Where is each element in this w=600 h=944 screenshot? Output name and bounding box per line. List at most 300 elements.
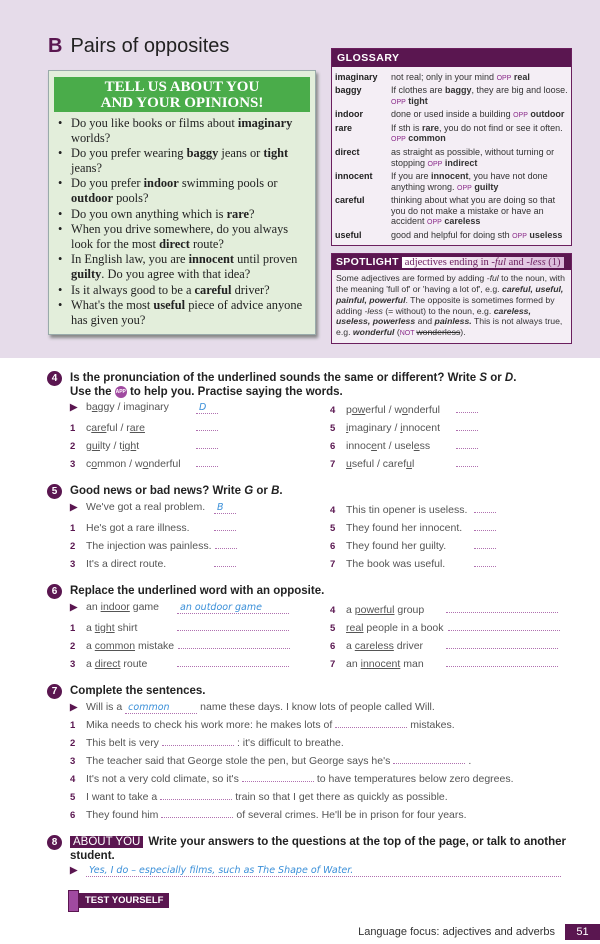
item-marker: 2 <box>70 640 76 652</box>
text-run: -ful <box>486 273 499 284</box>
answer-field[interactable] <box>162 733 234 746</box>
text-run: ). <box>460 327 466 338</box>
item-marker: ▶ <box>70 601 78 613</box>
text-run: B <box>271 484 280 497</box>
glossary-definition <box>391 147 568 170</box>
question-item <box>57 298 309 327</box>
item-text <box>346 439 456 453</box>
exercise-7 <box>47 684 577 823</box>
text-run: This is not always true, e.g. <box>336 316 563 338</box>
text-run: ss <box>419 439 431 452</box>
glossary-definition <box>391 72 568 84</box>
text-run: OPP <box>391 136 406 144</box>
text-run: real <box>511 71 530 82</box>
text-run: i <box>346 421 349 434</box>
glossary-entry <box>332 109 571 121</box>
text-run: erful / w <box>365 403 403 416</box>
item-marker: 2 <box>70 540 76 552</box>
text-run: a <box>346 603 355 616</box>
text-run: NOT <box>399 330 417 338</box>
text-run: ui <box>91 439 101 452</box>
app-icon[interactable]: APP <box>115 386 127 398</box>
text-run: imaginary <box>237 116 293 130</box>
answer-field[interactable] <box>196 436 218 449</box>
item-text <box>86 600 177 614</box>
text-run: as straight as possible, without turning or stopping <box>391 147 555 168</box>
answer-field[interactable] <box>448 618 560 631</box>
text-run: to the noun, with the meaning 'full of' or 'having a lot of', e.g. <box>336 273 565 294</box>
text-run: In English law, you are <box>71 252 189 267</box>
exercise-items <box>70 400 577 472</box>
exercise-item <box>330 536 577 554</box>
item-marker: ▶ <box>70 401 78 413</box>
text-run: i <box>400 421 403 434</box>
glossary-word: indoor <box>335 109 363 120</box>
item-marker: 4 <box>70 773 76 785</box>
answer-field[interactable] <box>446 654 558 667</box>
sentence-end: mistakes. <box>410 718 455 731</box>
text-run: and <box>506 256 527 268</box>
text-run: a <box>86 657 95 670</box>
top-left-column <box>48 34 316 335</box>
glossary-word: baggy <box>335 85 362 96</box>
item-marker: 1 <box>70 422 76 434</box>
answer-field[interactable] <box>177 618 289 631</box>
text-run: e <box>413 439 420 452</box>
sentence-start: I want to take a <box>86 790 158 803</box>
text-run: useless <box>526 229 563 240</box>
text-run: Good news or bad news? Write <box>70 484 245 497</box>
text-run: nderful <box>407 403 440 416</box>
item-marker: 1 <box>70 719 76 731</box>
text-run: tight <box>263 146 289 161</box>
text-run: S <box>479 371 488 384</box>
test-yourself-button[interactable]: TEST YOURSELF <box>68 890 600 912</box>
text-run: innocent <box>431 171 469 182</box>
text-run: This tin opener is useless. <box>346 503 468 516</box>
exercise-item <box>70 400 330 418</box>
exercise-item <box>70 636 330 654</box>
text-run: an <box>86 600 101 613</box>
text-run: careful, useful, painful, powerful <box>336 283 564 305</box>
item-marker: 7 <box>330 458 336 470</box>
exercise-item <box>70 733 577 751</box>
exercise-item <box>330 636 577 654</box>
exercise-item <box>70 654 330 672</box>
text-run: an <box>346 657 361 670</box>
answer-field[interactable] <box>160 787 232 800</box>
item-text <box>346 403 456 417</box>
text-run: It's a direct route. <box>86 557 167 570</box>
exercise-number: 8 <box>47 835 62 850</box>
glossary-word: rare <box>335 123 353 134</box>
text-run: They found her guilty. <box>346 539 447 552</box>
item-text <box>346 421 456 435</box>
answer-field[interactable]: D <box>196 401 218 414</box>
answer-field[interactable] <box>214 554 236 567</box>
answer-field[interactable] <box>456 454 478 467</box>
item-text <box>86 557 214 571</box>
answer-field[interactable] <box>456 436 478 449</box>
item-marker: 6 <box>330 640 336 652</box>
text-run: real <box>346 621 364 634</box>
spotlight-topic <box>402 257 564 268</box>
text-run: adjectives ending in <box>404 256 492 268</box>
text-run: common <box>405 133 446 144</box>
text-run: innocent <box>188 252 235 267</box>
text-run: a <box>86 621 95 634</box>
answer-field[interactable] <box>393 751 465 764</box>
text-run: or <box>253 484 272 497</box>
text-run: guilty <box>71 266 102 281</box>
exercise-item <box>330 600 577 618</box>
item-marker: 4 <box>330 504 336 516</box>
glossary-word: careful <box>335 195 365 206</box>
sentence-end: name these days. I know lots of people called Will. <box>200 700 435 713</box>
text-run: jeans? <box>71 160 102 175</box>
question-item <box>57 222 309 251</box>
answer-field[interactable] <box>474 518 496 531</box>
top-right-column <box>331 48 572 344</box>
item-marker: 5 <box>330 522 336 534</box>
exercise-number: 6 <box>47 584 62 599</box>
glossary-word: innocent <box>335 171 373 182</box>
sentence-start: Mika needs to check his work more: he makes lots of <box>86 718 333 731</box>
exercise-item <box>70 805 577 823</box>
glossary-entry <box>332 123 571 146</box>
text-run: outdoor <box>71 190 113 205</box>
item-text <box>346 503 474 517</box>
text-run: driver? <box>231 282 270 297</box>
glossary-box <box>331 48 572 246</box>
text-run: -less <box>364 305 383 316</box>
exercise-item <box>70 751 577 769</box>
answer-field[interactable] <box>446 600 558 613</box>
text-run: -less <box>526 256 546 268</box>
text-run: a <box>86 639 95 652</box>
text-run: tight <box>94 621 115 634</box>
text-run: route? <box>189 236 224 251</box>
text-run: The book was useful. <box>346 557 446 570</box>
answer-field[interactable] <box>335 715 407 728</box>
text-run: , you do not find or see it often. <box>439 123 563 134</box>
text-run: good and helpful for doing sth <box>391 229 513 240</box>
question-item <box>57 146 309 175</box>
text-run: or <box>487 371 505 384</box>
question-item <box>57 116 309 145</box>
answer-field[interactable] <box>214 518 236 531</box>
answer-field[interactable] <box>456 418 478 431</box>
item-text <box>346 639 446 653</box>
exercise-item <box>330 618 577 636</box>
answer-field[interactable]: an outdoor game <box>177 601 289 614</box>
exercise-6 <box>47 584 577 672</box>
item-text <box>346 603 446 617</box>
page-number: 51 <box>565 924 600 940</box>
answer-field[interactable]: B <box>214 501 236 514</box>
text-run: nt / usel <box>376 439 414 452</box>
item-marker: 7 <box>330 558 336 570</box>
exercise-number: 5 <box>47 484 62 499</box>
text-run: OPP <box>496 74 512 82</box>
sentence-start: Will is a <box>86 700 123 713</box>
question-item <box>57 283 309 298</box>
sentence-end: train so that I get there as quickly as possible. <box>235 790 448 803</box>
text-run: , you have not done anything wrong. <box>391 171 548 192</box>
question-item <box>57 176 309 205</box>
text-run: piece of advice anyone has given you? <box>71 298 303 327</box>
glossary-entry <box>332 72 571 84</box>
text-run: ? <box>249 206 255 221</box>
text-run: u <box>406 457 412 470</box>
text-run: -ful <box>491 256 506 268</box>
text-run: Do you prefer <box>71 176 144 191</box>
item-text <box>86 457 196 471</box>
text-run: What's the most <box>71 298 154 313</box>
sentence-end: : it's difficult to breathe. <box>236 736 344 749</box>
sentence-start: The teacher said that George stole the pen, but George says he's <box>86 754 391 767</box>
answer-field[interactable] <box>474 554 496 567</box>
glossary-entry <box>332 230 571 242</box>
answer-field[interactable] <box>446 636 558 649</box>
exercise-item <box>330 518 577 536</box>
glossary-definition <box>391 230 568 242</box>
footer: Language focus: adjectives and adverbs 51 <box>0 924 600 944</box>
text-run: swimming pools or <box>178 176 278 191</box>
item-text <box>86 500 214 514</box>
text-run: If sth is <box>391 123 423 134</box>
item-text <box>86 539 215 553</box>
text-run: agg <box>91 400 110 413</box>
text-run: thinking about what you are doing so that you do not make a mistake or have an accident <box>391 195 556 227</box>
text-run: and <box>415 316 435 327</box>
item-marker: ▶ <box>70 864 78 876</box>
text-run: careless, useless, powerless <box>336 305 531 327</box>
exercise-item <box>70 600 330 618</box>
text-run: OPP <box>512 232 527 240</box>
text-run: group <box>394 603 425 616</box>
text-run: OPP <box>427 219 442 227</box>
exercise-item <box>330 454 577 472</box>
text-run: o <box>402 403 408 416</box>
sentence-start: It's not a very cold climate, so it's <box>86 772 239 785</box>
glossary-entry <box>332 195 571 228</box>
text-run: indoor <box>143 176 179 191</box>
answer-field[interactable] <box>177 654 289 667</box>
text-run: D <box>504 371 514 384</box>
exercise-item <box>70 536 330 554</box>
text-run: ful / r <box>106 421 130 434</box>
text-run: shirt <box>114 621 138 634</box>
exercise-items <box>70 600 577 672</box>
text-run: innocent <box>360 657 401 670</box>
text-run: We've got a real problem. <box>86 500 206 513</box>
text-run: mistake <box>135 639 175 652</box>
text-run: direct <box>94 657 121 670</box>
sentence-end: to have temperatures below zero degrees. <box>316 772 514 785</box>
text-run: When you drive somewhere, do you always look for the most <box>71 222 289 251</box>
text-run: man <box>400 657 424 670</box>
exercise-heading <box>70 371 516 385</box>
text-run: indirect <box>442 157 478 168</box>
item-text <box>86 621 177 635</box>
item-marker: ▶ <box>70 501 78 513</box>
text-run: If you are <box>391 171 432 182</box>
text-run: ow <box>351 403 366 416</box>
text-run: Is the pronunciation of the underlined sounds the same or different? Write <box>70 371 480 384</box>
exercise-item <box>70 715 577 733</box>
text-run: common <box>94 639 136 652</box>
glossary-definition <box>391 109 568 121</box>
text-run: . <box>279 484 283 497</box>
text-run: jeans or <box>218 146 264 161</box>
section-title: B Pairs of opposites <box>48 35 230 57</box>
text-run: direct <box>159 236 190 251</box>
text-run: careful <box>194 282 232 297</box>
text-run: useful <box>153 298 186 313</box>
text-run: game <box>129 600 159 613</box>
item-marker: 4 <box>330 604 336 616</box>
text-run: Is it always good to be a <box>71 282 195 297</box>
item-marker: 3 <box>70 755 76 767</box>
exercise-item <box>70 769 577 787</box>
exercise-item <box>70 618 330 636</box>
text-run: OPP <box>457 184 472 192</box>
text-run: Some adjectives are formed by adding <box>336 273 487 284</box>
answer-field[interactable] <box>196 454 218 467</box>
glossary-definition <box>391 171 568 194</box>
text-run: G <box>244 484 254 497</box>
text-run: . Do you agree with that idea? <box>101 266 251 281</box>
item-text <box>86 657 177 671</box>
exercise-item <box>70 700 577 715</box>
item-marker: 7 <box>330 658 336 670</box>
item-marker: 3 <box>70 558 76 570</box>
item-marker: 2 <box>70 440 76 452</box>
text-run: c <box>86 457 92 470</box>
exercise-number: 7 <box>47 684 62 699</box>
text-run: OPP <box>427 160 443 168</box>
answer-field[interactable] <box>242 769 314 782</box>
text-run: g <box>86 439 92 452</box>
question-item <box>57 207 309 222</box>
text-run: mmon / w <box>97 457 143 470</box>
answer-field[interactable] <box>474 536 496 549</box>
tell-us-box <box>48 70 316 335</box>
exercise-5 <box>47 484 577 572</box>
item-marker: 6 <box>330 440 336 452</box>
glossary-entries <box>332 67 571 242</box>
text-run: The injection was painless. <box>86 539 212 552</box>
item-marker: 4 <box>330 404 336 416</box>
item-text <box>346 557 474 571</box>
item-marker: 5 <box>70 791 76 803</box>
text-run: done or used inside a building <box>391 109 514 120</box>
glossary-word: imaginary <box>335 71 378 82</box>
text-run: careless <box>441 216 481 227</box>
exercise-8 <box>47 835 577 878</box>
item-marker: 6 <box>330 540 336 552</box>
item-marker: 2 <box>70 737 76 749</box>
text-run: lty / t <box>100 439 123 452</box>
spotlight-body <box>332 270 571 343</box>
top-panel <box>0 0 600 358</box>
tell-us-heading: TELL US ABOUT YOU AND YOUR OPINIONS! <box>54 77 310 112</box>
answer-field[interactable] <box>474 500 496 513</box>
text-run: ( <box>394 327 400 338</box>
exercise-item <box>330 500 577 518</box>
exercise-item <box>330 436 577 454</box>
text-run: b <box>86 400 92 413</box>
text-run: indoor <box>100 600 130 613</box>
text-run: rare <box>422 123 440 134</box>
answer-field[interactable] <box>161 805 233 818</box>
text-run: o <box>142 457 149 470</box>
text-run: people in a book <box>363 621 444 634</box>
text-run: Do you own anything which is <box>71 206 227 221</box>
exercise-item <box>330 400 577 418</box>
text-run: until proven <box>234 252 298 267</box>
answer-field[interactable]: Yes, I do – especially films, such as The Shape of Water. <box>86 864 561 877</box>
text-run: OPP <box>513 112 528 120</box>
answer-field[interactable] <box>215 536 237 549</box>
exercise-item <box>70 787 577 805</box>
sentence-end: of several crimes. He'll be in prison for four years. <box>236 808 467 821</box>
glossary-entry <box>332 85 571 108</box>
exercise-item <box>70 436 330 454</box>
text-run: baggy <box>445 85 472 96</box>
text-run: worlds? <box>71 130 111 145</box>
item-text <box>346 521 474 535</box>
item-marker: ▶ <box>70 701 78 713</box>
item-text <box>86 639 178 653</box>
exercise-item <box>330 418 577 436</box>
answer-field[interactable] <box>196 418 218 431</box>
item-text <box>86 521 214 535</box>
text-run: t <box>136 439 140 452</box>
text-run: pools? <box>113 190 149 205</box>
glossary-heading: GLOSSARY <box>332 49 571 67</box>
text-run: , they are big and loose. <box>471 85 568 96</box>
exercise-item <box>70 518 330 536</box>
text-run: l <box>411 457 415 470</box>
text-run: Replace the underlined word with an opposite. <box>70 584 325 597</box>
text-run: They found her innocent. <box>346 521 463 534</box>
text-run: (1) <box>545 256 561 268</box>
exercise-item <box>330 654 577 672</box>
exercise-item <box>70 500 330 518</box>
text-run: are <box>129 421 145 434</box>
text-run: o <box>91 457 98 470</box>
item-text <box>346 621 448 635</box>
text-run: . The opposite is sometimes formed by adding <box>336 294 555 316</box>
answer-field[interactable]: common <box>125 701 197 714</box>
text-run: Do you like books or films about <box>71 116 238 130</box>
item-text <box>86 421 196 435</box>
question-list <box>49 116 315 327</box>
question-item <box>57 252 309 281</box>
exercise-heading <box>70 684 205 698</box>
exercise-item <box>70 864 577 878</box>
exercise-item <box>330 554 577 572</box>
item-text <box>346 539 474 553</box>
text-run: p <box>346 403 352 416</box>
text-run: guilty <box>471 181 499 192</box>
answer-field[interactable] <box>178 636 290 649</box>
exercise-item <box>70 554 330 572</box>
answer-field[interactable] <box>456 400 478 413</box>
exercise-heading: ABOUT YOU Write your answers to the questions at the top of the page, or talk to another student. <box>70 835 566 862</box>
